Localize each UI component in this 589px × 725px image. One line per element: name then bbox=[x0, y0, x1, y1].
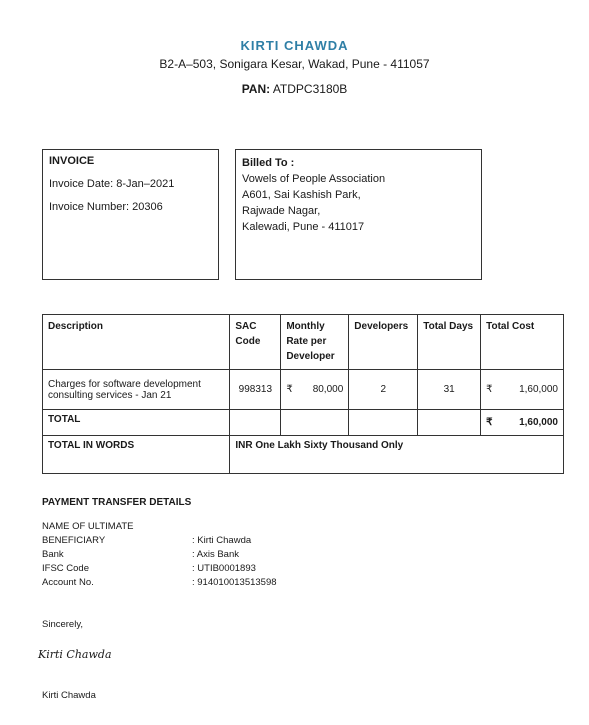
pan-line bbox=[0, 82, 589, 96]
billed-to-line: Rajwade Nagar, bbox=[242, 205, 321, 217]
total-value: 1,60,000 bbox=[519, 417, 558, 428]
payment-value: : 914010013513598 bbox=[192, 577, 277, 588]
billed-to-line: A601, Sai Kashish Park, bbox=[242, 189, 361, 201]
total-cost-cell bbox=[481, 410, 564, 436]
empty-cell bbox=[418, 410, 481, 436]
billed-to-title: Billed To : bbox=[242, 157, 295, 169]
empty-cell bbox=[281, 410, 349, 436]
col-header: Total Cost bbox=[481, 315, 564, 370]
payment-row bbox=[42, 548, 277, 562]
table-header-row bbox=[43, 315, 564, 370]
billed-to-line: Vowels of People Association bbox=[242, 173, 386, 185]
payment-key: Account No. bbox=[42, 577, 94, 588]
sender-address: B2-A–503, Sonigara Kesar, Wakad, Pune - 411057 bbox=[159, 57, 430, 71]
words-row bbox=[43, 436, 564, 474]
payment-value: : Axis Bank bbox=[192, 549, 239, 560]
billed-to-box bbox=[235, 149, 482, 280]
row-developers: 2 bbox=[349, 370, 418, 410]
rupee-symbol: ₹ bbox=[486, 417, 493, 428]
col-header: SAC Code bbox=[230, 315, 281, 370]
empty-cell bbox=[349, 410, 418, 436]
pan-value: ATDPC3180B bbox=[272, 82, 348, 96]
billed-to-line: Kalewadi, Pune - 411017 bbox=[242, 221, 365, 233]
table-row bbox=[43, 370, 564, 410]
payment-row bbox=[42, 576, 277, 590]
col-header: Developers bbox=[349, 315, 418, 370]
sender-name: KIRTI CHAWDA bbox=[240, 38, 349, 53]
payment-key: IFSC Code bbox=[42, 563, 89, 574]
col-header: Total Days bbox=[418, 315, 481, 370]
payment-title: PAYMENT TRANSFER DETAILS bbox=[42, 497, 192, 508]
sincerely-text: Sincerely, bbox=[42, 619, 84, 630]
invoice-number: Invoice Number: 20306 bbox=[49, 201, 163, 213]
total-row bbox=[43, 410, 564, 436]
row-rate-cell bbox=[281, 370, 349, 410]
payment-key: NAME OF ULTIMATE BENEFICIARY bbox=[42, 521, 134, 546]
pan-label: PAN: bbox=[241, 82, 271, 96]
rupee-symbol: ₹ bbox=[286, 384, 293, 395]
payment-value: : UTIB0001893 bbox=[192, 563, 256, 574]
row-sac: 998313 bbox=[230, 370, 281, 410]
words-label: TOTAL IN WORDS bbox=[43, 436, 230, 474]
invoice-date: Invoice Date: 8-Jan–2021 bbox=[49, 178, 175, 190]
invoice-table bbox=[42, 314, 564, 474]
rupee-symbol: ₹ bbox=[486, 384, 493, 395]
payment-value: : Kirti Chawda bbox=[192, 535, 252, 546]
invoice-box bbox=[42, 149, 219, 280]
signatory-name: Kirti Chawda bbox=[42, 690, 96, 701]
row-cost: 1,60,000 bbox=[519, 384, 558, 395]
empty-cell bbox=[230, 410, 281, 436]
col-header: Description bbox=[43, 315, 230, 370]
payment-key: Bank bbox=[42, 549, 64, 560]
row-rate: 80,000 bbox=[312, 384, 344, 395]
row-days: 31 bbox=[418, 370, 481, 410]
total-label: TOTAL bbox=[43, 410, 230, 436]
signature: Kirti Chawda bbox=[38, 648, 112, 661]
payment-row bbox=[42, 520, 277, 548]
row-cost-cell bbox=[481, 370, 564, 410]
words-value: INR One Lakh Sixty Thousand Only bbox=[230, 436, 564, 474]
payment-row bbox=[42, 562, 277, 576]
row-description: Charges for software development consulting services - Jan 21 bbox=[43, 370, 230, 410]
invoice-title: INVOICE bbox=[49, 155, 95, 167]
col-header: Monthly Rate per Developer bbox=[281, 315, 349, 370]
payment-details bbox=[42, 520, 277, 590]
